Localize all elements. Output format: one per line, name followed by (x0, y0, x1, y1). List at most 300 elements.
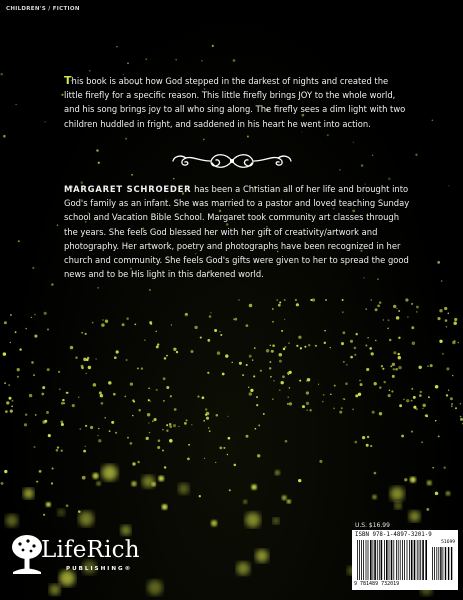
firefly-dot (10, 342, 11, 343)
firefly-dot (283, 348, 286, 351)
firefly-dot (219, 447, 222, 450)
barcode-icon (356, 540, 454, 580)
firefly-dot (203, 420, 205, 422)
firefly-dot (206, 417, 209, 420)
publisher-logo (8, 532, 158, 588)
firefly-dot (234, 464, 237, 467)
firefly-dot (209, 430, 211, 432)
firefly-dot (33, 446, 35, 448)
firefly-dot (96, 149, 99, 152)
barcode-bar (409, 540, 410, 580)
firefly-dot (410, 477, 416, 483)
firefly-dot (212, 45, 214, 47)
firefly-dot (61, 450, 63, 452)
firefly-dot (269, 367, 271, 369)
firefly-dot (34, 335, 37, 338)
firefly-dot (17, 368, 20, 371)
firefly-dot (398, 366, 402, 370)
firefly-dot (57, 224, 59, 226)
barcode-bar (425, 540, 427, 580)
barcode-addon-bar (445, 547, 446, 580)
firefly-dot (416, 306, 419, 309)
firefly-dot (279, 360, 282, 363)
firefly-dot (350, 356, 353, 359)
barcode-addon-bar (436, 547, 437, 580)
firefly-dot (88, 366, 91, 369)
ornament-divider-icon (170, 146, 294, 176)
barcode-bar (374, 540, 376, 580)
firefly-dot (109, 430, 111, 432)
barcode-bar (391, 540, 393, 580)
firefly-dot (4, 470, 7, 473)
barcode-bar (361, 540, 362, 580)
firefly-dot (342, 299, 344, 301)
firefly-dot (156, 345, 159, 348)
firefly-dot (407, 316, 408, 317)
firefly-dot (330, 394, 332, 396)
firefly-dot (413, 406, 416, 409)
firefly-dot (9, 397, 12, 400)
barcode-addon-bar (443, 547, 444, 580)
firefly-dot (392, 363, 395, 366)
barcode-bar (379, 540, 380, 580)
firefly-dot (233, 59, 236, 62)
firefly-dot (6, 514, 18, 526)
firefly-dot (253, 375, 255, 377)
firefly-dot (39, 470, 42, 473)
firefly-dot (411, 326, 414, 329)
barcode-number: 9 781489 732019 (354, 581, 400, 587)
firefly-dot (282, 375, 285, 378)
firefly-dot (146, 437, 149, 440)
firefly-dot (279, 389, 280, 390)
firefly-dot (97, 435, 98, 436)
firefly-dot (390, 365, 392, 367)
firefly-dot (295, 299, 297, 301)
firefly-dot (249, 304, 253, 308)
firefly-dot (78, 510, 81, 513)
firefly-dot (250, 389, 253, 392)
firefly-dot (403, 399, 405, 401)
firefly-dot (439, 340, 442, 343)
firefly-dot (114, 356, 117, 359)
firefly-dot (390, 487, 404, 501)
firefly-dot (432, 467, 434, 469)
author-name: MARGARET SCHROEDER (64, 184, 192, 194)
firefly-dot (19, 348, 21, 350)
firefly-dot (388, 394, 391, 397)
firefly-dot (420, 391, 422, 393)
firefly-dot (288, 342, 290, 344)
firefly-dot (132, 462, 135, 465)
firefly-dot (10, 410, 13, 413)
firefly-dot (85, 333, 87, 335)
barcode-bar (366, 540, 367, 580)
firefly-dot (231, 362, 232, 363)
firefly-dot (215, 462, 216, 463)
firefly-dot (446, 491, 451, 496)
firefly-dot (266, 349, 270, 353)
firefly-dot (210, 312, 211, 313)
firefly-dot (126, 317, 129, 320)
firefly-dot (158, 439, 161, 442)
firefly-dot (411, 388, 413, 390)
barcode-bar (398, 540, 399, 580)
firefly-dot (87, 357, 89, 359)
firefly-dot (46, 411, 49, 414)
firefly-dot (225, 354, 228, 357)
firefly-dot (396, 308, 397, 309)
firefly-dot (428, 396, 430, 398)
firefly-dot (258, 424, 260, 426)
firefly-dot (448, 185, 449, 186)
firefly-dot (93, 473, 99, 479)
firefly-dot (272, 321, 274, 323)
firefly-dot (256, 404, 258, 406)
firefly-dot (284, 319, 285, 320)
firefly-dot (174, 408, 177, 411)
firefly-dot (389, 339, 392, 342)
firefly-dot (234, 318, 237, 321)
firefly-dot (102, 465, 118, 481)
firefly-dot (388, 319, 390, 321)
firefly-dot (411, 303, 413, 305)
firefly-dot (101, 402, 104, 405)
publisher-name: LifeRich (41, 537, 140, 563)
firefly-dot (188, 444, 190, 446)
firefly-dot (454, 340, 456, 342)
firefly-dot (169, 423, 172, 426)
firefly-dot (350, 340, 353, 343)
firefly-dot (207, 372, 209, 374)
firefly-dot (200, 337, 202, 339)
firefly-dot (205, 408, 207, 410)
firefly-dot (422, 404, 425, 407)
firefly-dot (361, 164, 364, 167)
firefly-dot (405, 298, 408, 301)
firefly-dot (322, 401, 324, 403)
firefly-dot (158, 476, 164, 482)
firefly-dot (401, 435, 404, 438)
barcode-addon-bar (440, 547, 441, 580)
isbn-barcode (352, 530, 458, 590)
firefly-dot (421, 441, 423, 443)
firefly-dot (444, 307, 447, 310)
firefly-dot (17, 376, 19, 378)
firefly-dot (61, 423, 64, 426)
firefly-dot (156, 331, 157, 332)
firefly-dot (137, 367, 139, 369)
barcode-bar (381, 540, 383, 580)
firefly-dot (388, 177, 391, 180)
firefly-dot (148, 388, 150, 390)
firefly-dot (398, 356, 401, 359)
firefly-dot (427, 480, 432, 485)
firefly-dot (418, 366, 421, 369)
firefly-dot (379, 386, 382, 389)
firefly-dot (315, 345, 317, 347)
firefly-dot (113, 393, 116, 396)
category-label: CHILDREN'S / FICTION (6, 6, 80, 12)
firefly-dot (395, 502, 402, 509)
firefly-dot (245, 512, 260, 527)
firefly-dot (398, 310, 400, 312)
firefly-dot (1, 482, 4, 485)
firefly-dot (78, 397, 79, 398)
firefly-dot (371, 299, 372, 300)
firefly-dot (306, 391, 309, 394)
firefly-dot (124, 396, 126, 398)
firefly-dot (134, 323, 136, 325)
firefly-dot (191, 424, 192, 425)
firefly-dot (287, 403, 289, 405)
firefly-dot (416, 311, 418, 313)
firefly-dot (319, 460, 322, 463)
firefly-dot (325, 299, 327, 301)
firefly-dot (92, 322, 94, 324)
firefly-dot (57, 446, 59, 448)
firefly-dot (304, 346, 306, 348)
firefly-dot (126, 359, 128, 361)
firefly-dot (116, 46, 118, 48)
firefly-dot (83, 450, 86, 453)
firefly-dot (178, 426, 179, 427)
firefly-dot (163, 400, 165, 402)
firefly-dot (272, 398, 274, 400)
firefly-dot (278, 304, 281, 307)
firefly-dot (59, 388, 61, 390)
firefly-dot (58, 509, 65, 516)
firefly-dot (162, 504, 168, 510)
firefly-dot (35, 414, 37, 416)
firefly-dot (4, 382, 6, 384)
price-label: U.S. $16.99 (355, 522, 390, 529)
firefly-dot (442, 353, 444, 355)
firefly-dot (427, 365, 428, 366)
firefly-dot (223, 447, 225, 449)
firefly-dot (162, 429, 164, 431)
firefly-dot (142, 475, 155, 488)
firefly-dot (81, 367, 84, 370)
firefly-dot (98, 162, 100, 164)
firefly-dot (66, 504, 69, 507)
firefly-dot (43, 514, 45, 516)
firefly-dot (276, 299, 278, 301)
firefly-dot (115, 432, 117, 434)
isbn-label: ISBN 978-1-4897-3201-9 (355, 532, 432, 538)
firefly-dot (382, 368, 384, 370)
firefly-dot (149, 432, 150, 433)
firefly-dot (365, 345, 367, 347)
firefly-dot (352, 409, 354, 411)
firefly-dot (288, 374, 289, 375)
firefly-dot (125, 138, 127, 140)
firefly-dot (36, 481, 38, 483)
firefly-dot (220, 334, 222, 336)
barcode-bar (404, 540, 405, 580)
firefly-dot (90, 426, 93, 429)
firefly-dot (185, 419, 187, 421)
barcode-bar (384, 540, 385, 580)
firefly-dot (275, 470, 280, 475)
firefly-dot (446, 326, 448, 328)
firefly-dot (300, 347, 302, 349)
firefly-dot (111, 421, 114, 424)
firefly-dot (372, 411, 375, 414)
firefly-dot (379, 301, 382, 304)
firefly-dot (425, 414, 428, 417)
firefly-dot (10, 314, 12, 316)
firefly-dot (374, 472, 377, 475)
firefly-dot (166, 424, 168, 426)
firefly-dot (279, 302, 281, 304)
barcode-bar (402, 540, 403, 580)
firefly-dot (79, 511, 94, 526)
firefly-dot (359, 380, 360, 381)
firefly-dot (12, 400, 14, 402)
firefly-dot (451, 405, 452, 406)
firefly-dot (197, 396, 199, 398)
firefly-dot (355, 394, 358, 397)
firefly-dot (47, 368, 50, 371)
firefly-dot (219, 331, 220, 332)
firefly-dot (131, 481, 136, 486)
firefly-dot (341, 342, 344, 345)
barcode-addon-bar (451, 547, 452, 580)
firefly-dot (367, 436, 369, 438)
firefly-dot (216, 414, 219, 417)
firefly-dot (44, 420, 47, 423)
firefly-dot (214, 329, 217, 332)
barcode-addon-bar (448, 547, 449, 580)
firefly-dot (435, 492, 439, 496)
firefly-dot (327, 134, 329, 136)
firefly-dot (339, 169, 340, 170)
firefly-dot (301, 131, 302, 132)
firefly-dot (392, 375, 395, 378)
firefly-dot (339, 411, 342, 414)
firefly-dot (330, 347, 331, 348)
firefly-dot (130, 382, 133, 385)
firefly-dot (3, 135, 6, 138)
firefly-dot (104, 417, 106, 419)
firefly-dot (289, 402, 292, 405)
firefly-dot (341, 407, 343, 409)
firefly-dot (346, 364, 348, 366)
firefly-dot (205, 414, 207, 416)
firefly-dot (412, 342, 416, 346)
barcode-bar (368, 540, 369, 580)
firefly-dot (296, 345, 298, 347)
barcode-bar (389, 540, 390, 580)
firefly-dot (150, 401, 151, 402)
firefly-dot (150, 323, 152, 325)
firefly-dot (404, 478, 407, 481)
firefly-dot (61, 402, 64, 405)
firefly-dot (166, 430, 168, 432)
firefly-dot (318, 384, 319, 385)
firefly-dot (393, 305, 396, 308)
firefly-dot (46, 502, 51, 507)
firefly-dot (170, 395, 172, 397)
firefly-dot (273, 518, 279, 524)
firefly-dot (148, 399, 150, 401)
firefly-dot (362, 436, 365, 439)
firefly-dot (147, 413, 150, 416)
barcode-addon-number: 51699 (441, 540, 455, 545)
firefly-dot (281, 330, 283, 332)
firefly-dot (248, 386, 250, 388)
firefly-dot (41, 393, 44, 396)
firefly-dot (249, 392, 253, 396)
firefly-dot (31, 317, 32, 318)
firefly-dot (269, 361, 271, 363)
firefly-dot (85, 425, 87, 427)
firefly-dot (441, 280, 443, 282)
firefly-dot (246, 324, 249, 327)
barcode-bar (417, 540, 418, 580)
barcode-bar (422, 540, 424, 580)
firefly-dot (271, 350, 274, 353)
firefly-dot (398, 337, 400, 339)
firefly-dot (246, 435, 249, 438)
firefly-dot (238, 299, 239, 300)
firefly-dot (343, 398, 345, 400)
firefly-dot (32, 267, 34, 269)
firefly-dot (101, 323, 105, 327)
firefly-dot (342, 311, 344, 313)
firefly-dot (0, 73, 2, 75)
firefly-dot (343, 331, 346, 334)
firefly-dot (3, 352, 6, 355)
firefly-dot (116, 350, 119, 353)
firefly-dot (270, 345, 271, 346)
firefly-dot (422, 408, 423, 409)
barcode-bar (396, 540, 397, 580)
firefly-dot (334, 385, 336, 387)
author-bio (64, 182, 412, 281)
firefly-dot (302, 405, 305, 408)
firefly-dot (446, 367, 449, 370)
firefly-dot (42, 386, 45, 389)
firefly-dot (365, 308, 367, 310)
firefly-dot (273, 380, 274, 381)
firefly-dot (389, 390, 391, 392)
firefly-dot (187, 458, 190, 461)
firefly-dot (453, 322, 457, 326)
firefly-dot (95, 358, 96, 359)
firefly-dot (62, 399, 65, 402)
firefly-dot (137, 461, 140, 464)
firefly-dot (217, 351, 220, 354)
firefly-dot (450, 397, 453, 400)
firefly-dot (157, 343, 159, 345)
firefly-dot (6, 401, 9, 404)
firefly-dot (141, 367, 143, 369)
firefly-dot (281, 381, 284, 384)
firefly-dot (105, 320, 108, 323)
firefly-dot (391, 390, 393, 392)
firefly-dot (257, 454, 260, 457)
firefly-dot (229, 489, 231, 491)
firefly-dot (448, 390, 449, 391)
firefly-dot (435, 420, 437, 422)
firefly-dot (131, 174, 133, 176)
firefly-dot (122, 323, 125, 326)
firefly-dot (430, 364, 433, 367)
firefly-dot (395, 368, 398, 371)
firefly-dot (252, 359, 253, 360)
